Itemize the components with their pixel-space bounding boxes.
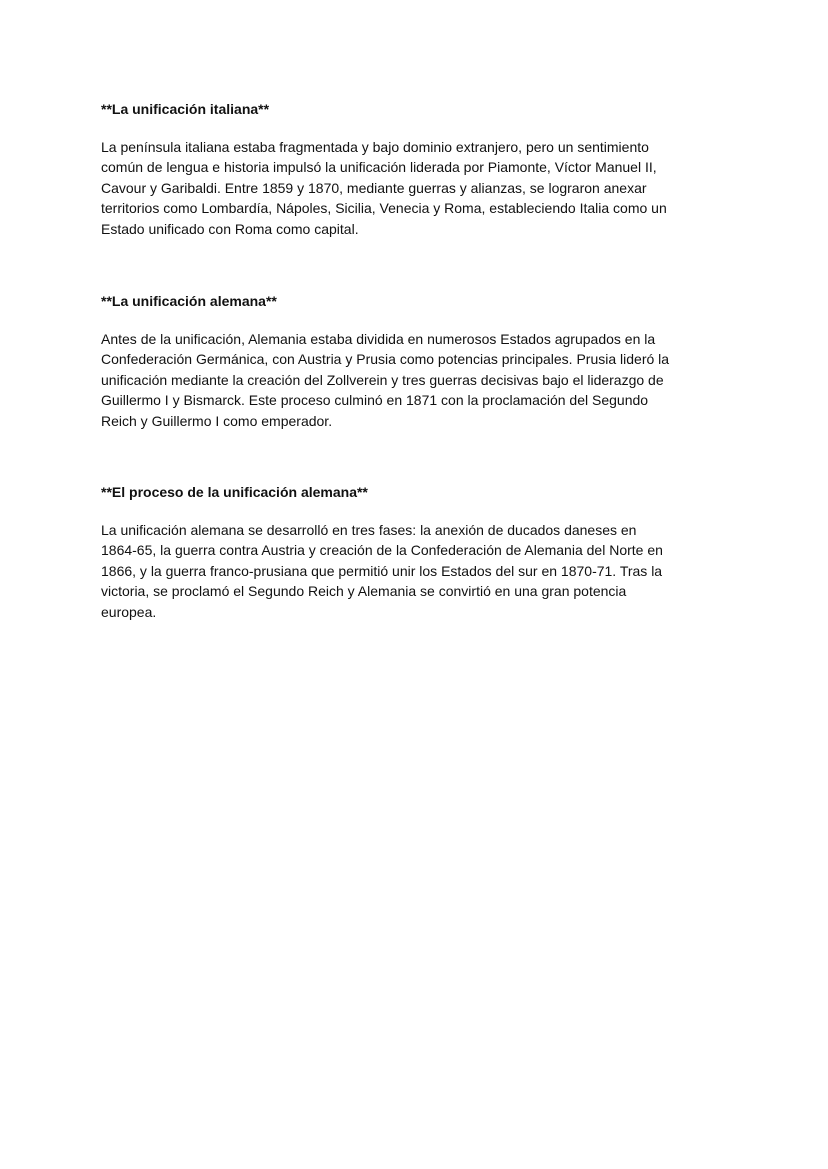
paragraph-line: Cavour y Garibaldi. Entre 1859 y 1870, mediante guerras y alianzas, se lograron anexar xyxy=(101,179,647,196)
paragraph-line: Confederación Germánica, con Austria y Prusia como potencias principales. Prusia lideró la xyxy=(101,351,670,368)
paragraph-line: unificación mediante la creación del Zollverein y tres guerras decisivas bajo el liderazgo de xyxy=(101,371,664,388)
section-paragraph xyxy=(101,137,731,239)
section-heading: **La unificación alemana** xyxy=(101,293,277,309)
section-german-unification-process xyxy=(101,482,731,622)
paragraph-line: Guillermo I y Bismarck. Este proceso culminó en 1871 con la proclamación del Segundo xyxy=(101,392,649,409)
paragraph-line: La península italiana estaba fragmentada y bajo dominio extranjero, pero un sentimiento xyxy=(101,139,649,155)
paragraph-line: La unificación alemana se desarrolló en tres fases: la anexión de ducados daneses en xyxy=(101,522,637,538)
paragraph-line: territorios como Lombardía, Nápoles, Sicilia, Venecia y Roma, estableciendo Italia como un xyxy=(101,200,667,217)
paragraph-line: 1866, y la guerra franco-prusiana que permitió unir los Estados del sur en 1870-71. Tras la xyxy=(101,562,663,579)
section-paragraph xyxy=(101,520,731,622)
section-paragraph xyxy=(101,329,731,431)
paragraph-line: europea. xyxy=(101,603,157,620)
paragraph-line: Antes de la unificación, Alemania estaba dividida en numerosos Estados agrupados en la xyxy=(101,331,656,347)
paragraph-line: común de lengua e historia impulsó la unificación liderada por Piamonte, Víctor Manuel II, xyxy=(101,159,657,176)
paragraph-line: victoria, se proclamó el Segundo Reich y Alemania se convirtió en una gran potencia xyxy=(101,583,627,600)
section-italian-unification xyxy=(101,99,731,239)
paragraph-line: 1864-65, la guerra contra Austria y creación de la Confederación de Alemania del Norte en xyxy=(101,542,663,559)
section-german-unification xyxy=(101,291,731,431)
paragraph-line: Reich y Guillermo I como emperador. xyxy=(101,412,333,429)
paragraph-line: Estado unificado con Roma como capital. xyxy=(101,220,359,237)
section-heading: **La unificación italiana** xyxy=(101,101,270,117)
section-heading: **El proceso de la unificación alemana** xyxy=(101,484,368,500)
